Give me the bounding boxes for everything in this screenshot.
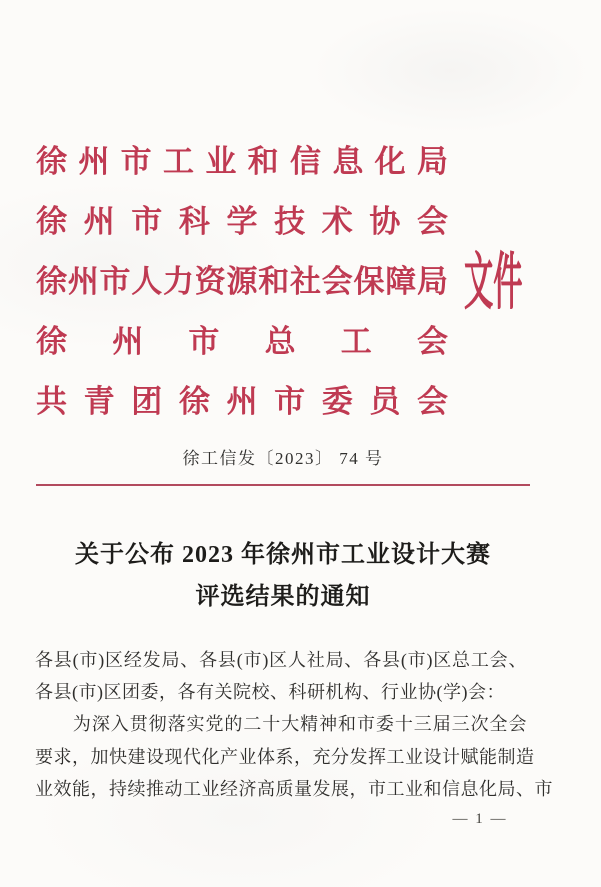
red-divider-line [36, 484, 530, 486]
org-name-hr-social-security-bureau: 徐州市人力资源和社会保障局 [36, 264, 448, 299]
title-line-2: 评选结果的通知 [195, 584, 371, 610]
org-name-trade-union: 徐州市总工会 [36, 324, 448, 359]
issuing-orgs [36, 132, 448, 432]
document-title [36, 534, 530, 618]
org-name-science-association: 徐州市科学技术协会 [36, 204, 448, 239]
title-line-1: 关于公布 2023 年徐州市工业设计大赛 [75, 542, 491, 568]
document-reference-number: 徐工信发〔2023〕 74 号 [182, 449, 384, 468]
body-line-recipients-2: 各县(市)区团委，各有关院校、科研机构、行业协(学)会： [35, 682, 505, 703]
page-number: — 1 — [452, 811, 508, 827]
body-line-paragraph-2: 要求，加快建设现代化产业体系，充分发挥工业设计赋能制造 [35, 746, 535, 767]
body-line-recipients-1: 各县(市)区经发局、各县(市)区人社局、各县(市)区总工会、 [35, 650, 527, 670]
body-line-paragraph-1: 为深入贯彻落实党的二十大精神和市委十三届三次全会 [35, 714, 527, 735]
body-line-paragraph-3: 业效能，持续推动工业经济高质量发展，市工业和信息化局、市 [35, 778, 553, 799]
document-label-wenjian [464, 250, 534, 318]
document-label-text: 文件 [464, 250, 523, 318]
document-body [35, 644, 553, 805]
org-name-youth-league: 共青团徐州市委员会 [36, 384, 448, 419]
org-name-industry-bureau: 徐州市工业和信息化局 [36, 144, 448, 179]
